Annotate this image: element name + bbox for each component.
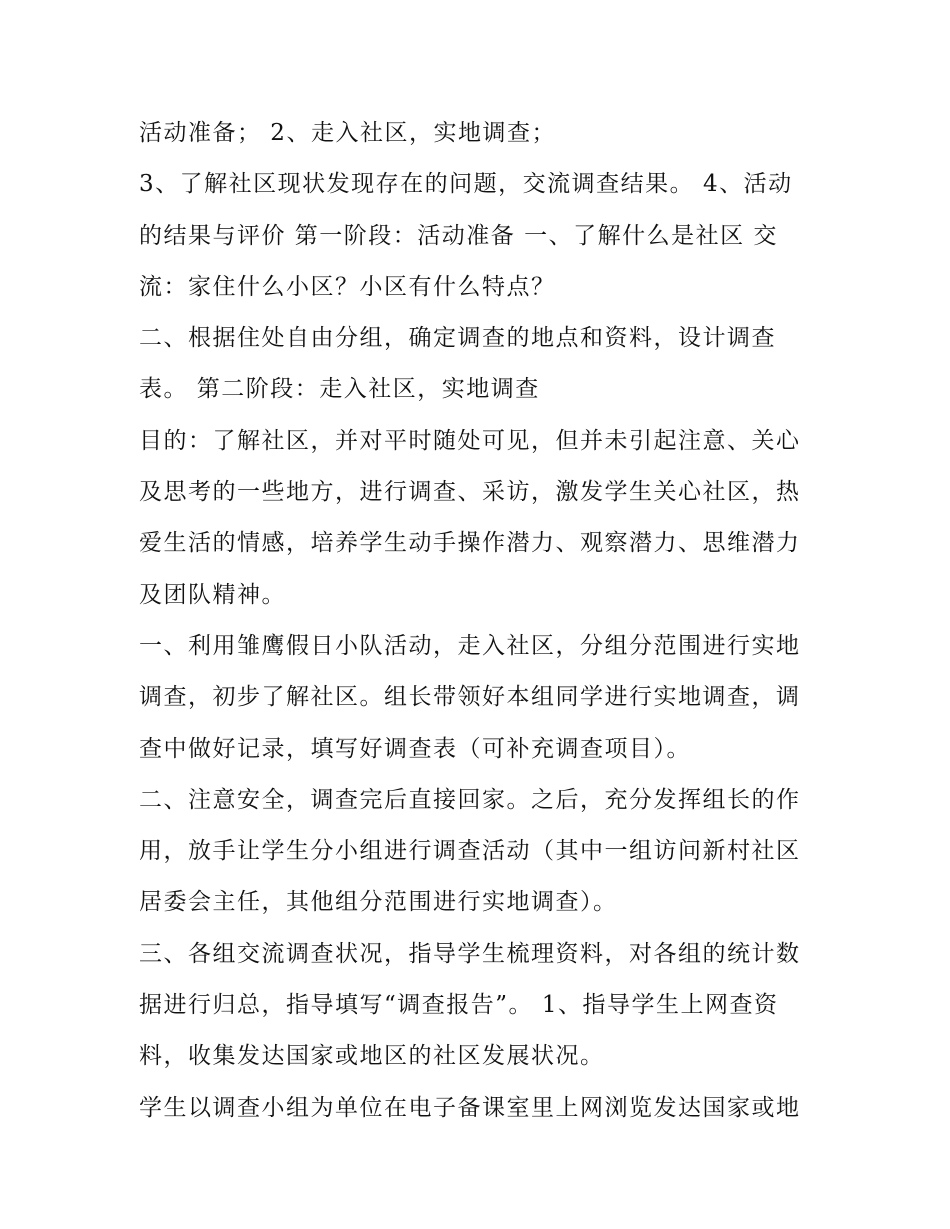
text-line: 二、注意安全，调查完后直接回家。之后，充分发挥组长的作 — [139, 786, 801, 813]
text-line: 学生以调查小组为单位在电子备课室里上网浏览发达国家或地 — [139, 1094, 801, 1121]
text-line: 流：家住什么小区？小区有什么特点？ — [139, 273, 556, 300]
text-line: 居委会主任，其他组分范围进行实地调查）。 — [139, 889, 618, 916]
text-line: 二、根据住处自由分组，确定调查的地点和资料，设计调查 — [139, 325, 776, 352]
text-line: 及思考的一些地方，进行调查、采访，激发学生关心社区，热 — [139, 479, 801, 506]
text-line: 用，放手让学生分小组进行调查活动（其中一组访问新村社区 — [139, 838, 801, 865]
text-line: 调查，初步了解社区。组长带领好本组同学进行实地调查，调 — [139, 684, 801, 711]
text-line: 一、利用雏鹰假日小队活动，走入社区，分组分范围进行实地 — [139, 632, 801, 659]
text-line: 目的：了解社区，并对平时随处可见，但并未引起注意、关心 — [139, 427, 801, 454]
text-line: 查中做好记录，填写好调查表（可补充调查项目）。 — [139, 735, 691, 762]
text-line: 据进行归总，指导填写“调查报告”。 1、指导学生上网查资 — [139, 992, 779, 1019]
text-line: 爱生活的情感，培养学生动手操作潜力、观察潜力、思维潜力 — [139, 530, 801, 557]
text-line: 表。 第二阶段：走入社区，实地调查 — [139, 376, 540, 403]
text-line: 三、各组交流调查状况，指导学生梳理资料，对各组的统计数 — [139, 940, 801, 967]
text-line: 及团队精神。 — [139, 581, 286, 608]
text-line: 活动准备； 2、走入社区，实地调查； — [139, 120, 556, 146]
document-body — [139, 108, 829, 1134]
text-line: 料，收集发达国家或地区的社区发展状况。 — [139, 1043, 605, 1070]
text-line: 的结果与评价 第一阶段：活动准备 一、了解什么是社区 交 — [139, 222, 778, 249]
text-line: 3、了解社区现状发现存在的问题，交流调查结果。 4、活动 — [139, 171, 793, 198]
